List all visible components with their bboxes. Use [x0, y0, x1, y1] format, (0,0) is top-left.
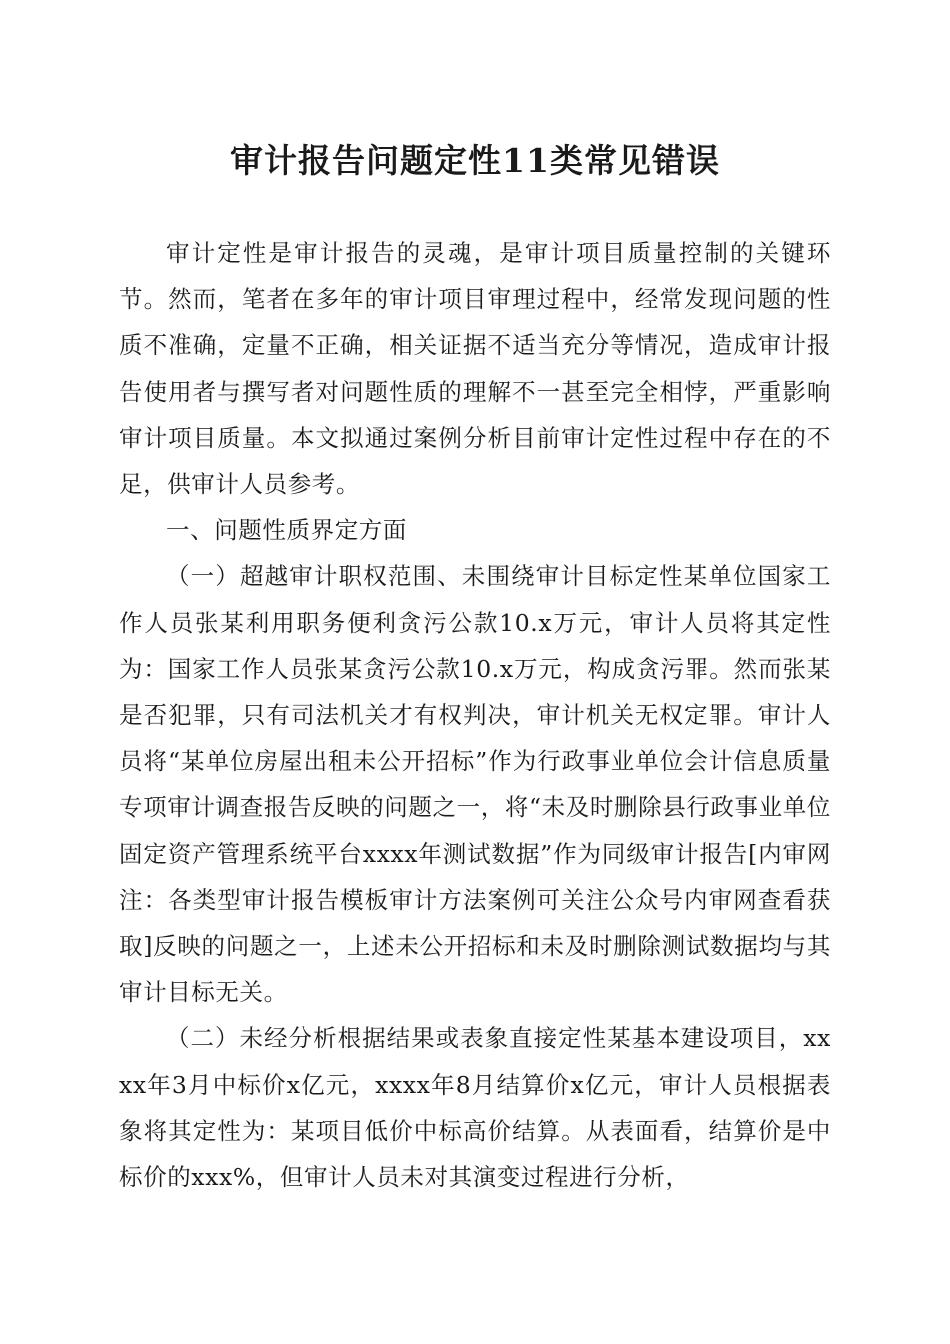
section-item-1-paragraph: （一）超越审计职权范围、未围绕审计目标定性某单位国家工作人员张某利用职务便利贪污公款10.x万元，审计人员将其定性为：国家工作人员张某贪污公款10.x万元，构成贪污罪。然而张某是否犯罪，只有司法机关才有权判决，审计机关无权定罪。审计人员将“某单位房屋出租未公开招标”作为行政事业单位会计信息质量专项审计调查报告反映的问题之一，将“未及时删除县行政事业单位固定资产管理系统平台xxxx年测试数据”作为同级审计报告[内审网注：各类型审计报告模板审计方法案例可关注公众号内审网查看获取]反映的问题之一，上述未公开招标和未及时删除测试数据均与其审计目标无关。 — [119, 562, 831, 1007]
section-item-2-paragraph: （二）未经分析根据结果或表象直接定性某基本建设项目，xxxx年3月中标价x亿元，xxxx年8月结算价x亿元，审计人员根据表象将其定性为：某项目低价中标高价结算。从表面看，结算价是中标价的xxx%，但审计人员未对其演变过程进行分析， — [119, 1024, 831, 1192]
document-body — [119, 230, 831, 1200]
document-title: 审计报告问题定性11类常见错误 — [230, 141, 720, 180]
section-heading: 一、问题性质界定方面 — [166, 516, 407, 545]
intro-paragraph: 审计定性是审计报告的灵魂，是审计项目质量控制的关键环节。然而，笔者在多年的审计项目审理过程中，经常发现问题的性质不准确，定量不正确，相关证据不适当充分等情况，造成审计报告使用者与撰写者对问题性质的理解不一甚至完全相悖，严重影响审计项目质量。本文拟通过案例分析目前审计定性过程中存在的不足，供审计人员参考。 — [119, 239, 831, 499]
